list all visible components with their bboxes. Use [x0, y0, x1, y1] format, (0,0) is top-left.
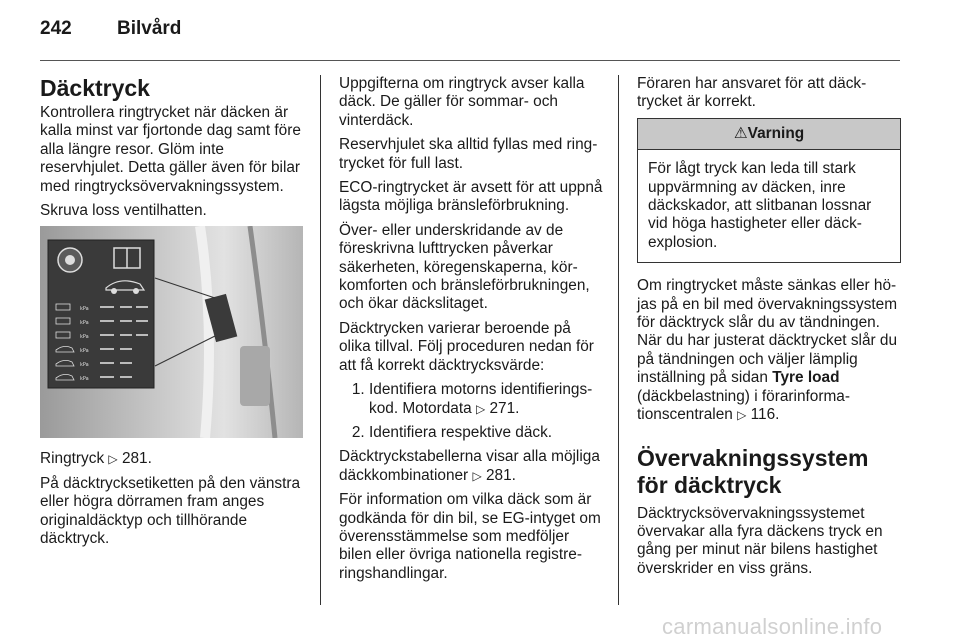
column-2 [339, 75, 603, 589]
column-divider [618, 75, 619, 605]
procedure-list [339, 381, 603, 442]
paragraph: Kontrollera ringtrycket när däcken är kalla minst var fjortonde dag samt före alla längre resor. Glöm inte reservhjulet. Detta gäller även för bilar med ringtrycksövervakningssystem. [40, 104, 301, 195]
label-unit: kPa [80, 334, 89, 341]
column-divider [320, 75, 321, 605]
paragraph: Föraren har ansvaret för att däcktrycket är korrekt. [637, 75, 867, 111]
list-item: 1. Identifiera motorns identifieringskod. Motordata ▷ 271. [369, 381, 603, 418]
page-reference-icon: ▷ [475, 401, 486, 416]
paragraph: Ringtryck ▷ 281. [40, 450, 152, 468]
label-unit: kPa [80, 348, 89, 355]
menu-item-name: Tyre load [772, 369, 840, 387]
header-rule [40, 60, 900, 61]
column-1 [40, 75, 303, 554]
paragraph: Däcktrycksövervakningssystemet övervakar alla fyra däckens tryck en gång per minut när bilens hastighet överskrider en viss gräns. [637, 504, 883, 577]
paragraph: Över- eller underskridande av de föreskrivna lufttrycken påverkar säkerheten, köregenskaperna, körkomforten och bränsleförbrukningen, och ökar däckslitaget. [339, 221, 590, 313]
watermark: carmanualsonline.info [662, 614, 883, 639]
label-unit: kPa [80, 362, 89, 369]
chapter-title: Bilvård [117, 18, 182, 39]
column-3 [637, 75, 901, 584]
paragraph: Däcktryckstabellerna visar alla möjliga däckkombinationer ▷ 281. [339, 448, 600, 484]
paragraph: På däcktrycksetiketten på den vänstra eller högra dörramen fram anges originaldäcktyp och tillhörande däcktryck. [40, 474, 301, 548]
label-unit: kPa [80, 320, 89, 327]
warning-icon: ⚠ [733, 124, 748, 142]
paragraph: ECO-ringtrycket är avsett för att uppnå lägsta möjliga bränsleförbrukning. [339, 179, 603, 215]
paragraph: För information om vilka däck som är godkända för din bil, se EG-intyget om överensstämmelse som medföljer bilen eller övriga nationella registreringshandlingar. [339, 491, 601, 582]
section-title: Övervakningssystem för däcktryck [637, 444, 869, 498]
page-reference-icon: ▷ [108, 452, 118, 467]
list-item: 2. Identifiera respektive däck. [369, 424, 603, 442]
page-number: 242 [40, 18, 72, 39]
paragraph: Uppgifterna om ringtryck avser kalla däck. De gäller för sommar- och vinterdäck. [339, 75, 585, 129]
paragraph: Skruva loss ventilhatten. [40, 202, 207, 220]
section-title: Däcktryck [40, 75, 150, 101]
label-unit: kPa [80, 306, 89, 313]
paragraph: Reservhjulet ska alltid fyllas med ringtrycket för full last. [339, 136, 598, 172]
warning-title: Varning [747, 124, 805, 142]
page-reference-icon: ▷ [737, 408, 747, 423]
paragraph: Däcktrycken varierar beroende på olika tillval. Följ proceduren nedan för att få korrekt däcktrycksvärde: [339, 319, 594, 374]
warning-box [637, 118, 901, 263]
page-reference-icon: ▷ [472, 468, 482, 483]
paragraph: Om ringtrycket måste sänkas eller höjas på en bil med övervakningssystem för däcktryck slår du av tändningen. När du har justerat däcktrycket slår du på tändningen och väljer lämplig inställning på sidan Tyre load (däckbelastning) i förarinformationscentralen ▷ 116. [637, 277, 898, 424]
warning-header [638, 119, 900, 150]
warning-body: För lågt tryck kan leda till stark uppvärmning av däcken, inre däckskador, att slitbanan lossnar vid höga hastigheter eller däckexplosion. [648, 160, 872, 251]
label-unit: kPa [80, 376, 89, 383]
tire-pressure-label-photo [40, 226, 303, 438]
